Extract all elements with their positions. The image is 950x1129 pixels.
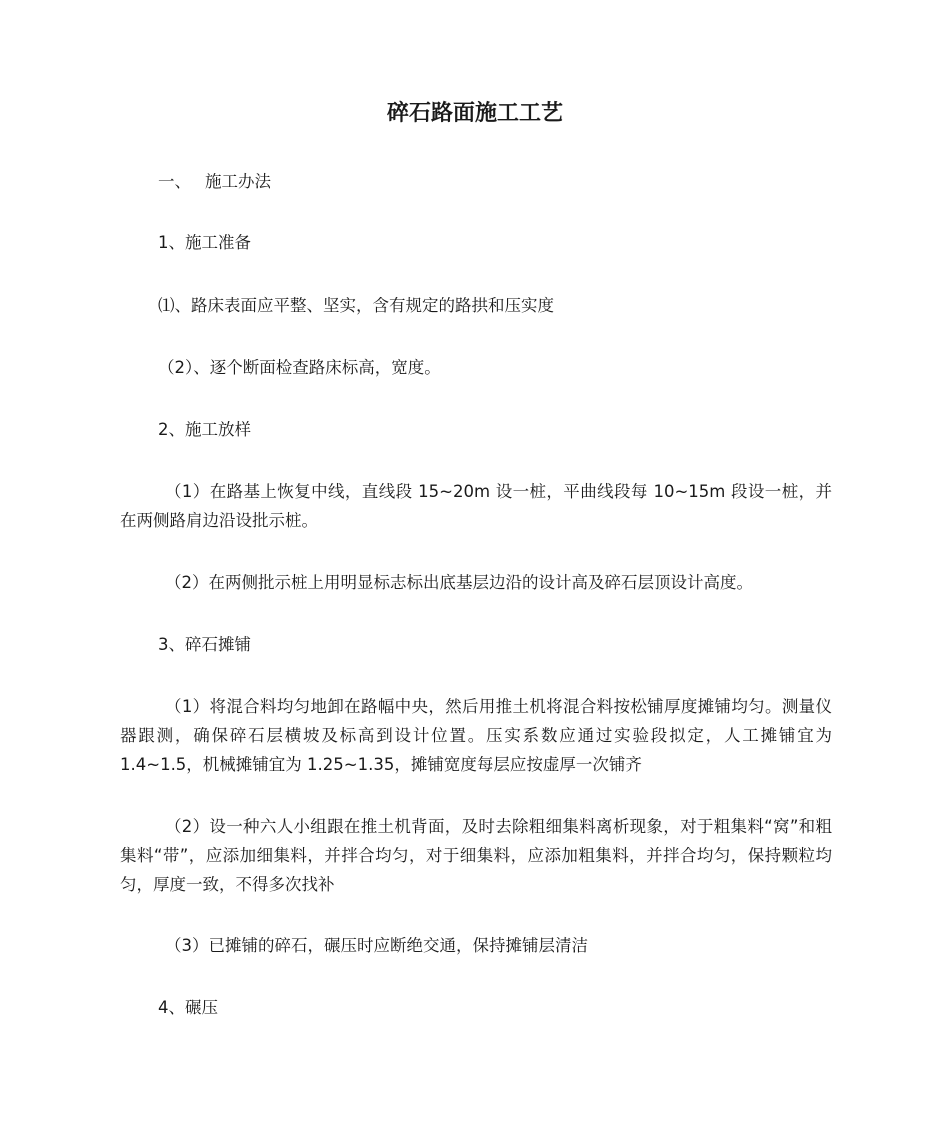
document-title: 碎石路面施工工艺 [386,101,563,126]
layout-item-2: （2）在两侧批示桩上用明显标志标出底基层边沿的设计高及碎石层顶设计高度。 [165,573,753,592]
subsection-heading-spreading: 3、碎石摊铺 [158,635,251,654]
section-number: 一、 [158,172,191,191]
subsection-heading-rolling: 4、碾压 [158,998,218,1017]
spreading-item-1: （1）将混合料均匀地卸在路幅中央，然后用推土机将混合料按松铺厚度摊铺均匀。测量仪器跟测，确保碎石层横坡及标高到设计位置。压实系数应通过实验段拟定，人工摊铺宜为 1.4~1.5，机械摊铺宜为 1.25~1.35，摊铺宽度每层应按虚厚一次铺齐 [120,697,832,774]
prep-item-2: （2）、逐个断面检查路床标高，宽度。 [158,358,441,377]
subsection-heading-layout: 2、施工放样 [158,420,251,439]
subsection-heading-prep: 1、施工准备 [158,233,251,252]
spreading-item-3: （3）已摊铺的碎石，碾压时应断绝交通，保持摊铺层清洁 [165,936,588,955]
spreading-item-2: （2）设一种六人小组跟在推土机背面，及时去除粗细集料离析现象，对于粗集料“窝”和粗集料“带”，应添加细集料，并拌合均匀，对于细集料，应添加粗集料，并拌合均匀，保持颗粒均匀，厚度一致，不得多次找补 [120,817,832,894]
prep-item-1: ⑴、路床表面应平整、坚实，含有规定的路拱和压实度 [158,296,554,315]
section-heading [158,167,271,196]
section-title: 施工办法 [205,172,271,191]
layout-item-1: （1）在路基上恢复中线，直线段 15~20m 设一桩，平曲线段每 10~15m 段设一桩，并在两侧路肩边沿设批示桩。 [120,482,832,530]
